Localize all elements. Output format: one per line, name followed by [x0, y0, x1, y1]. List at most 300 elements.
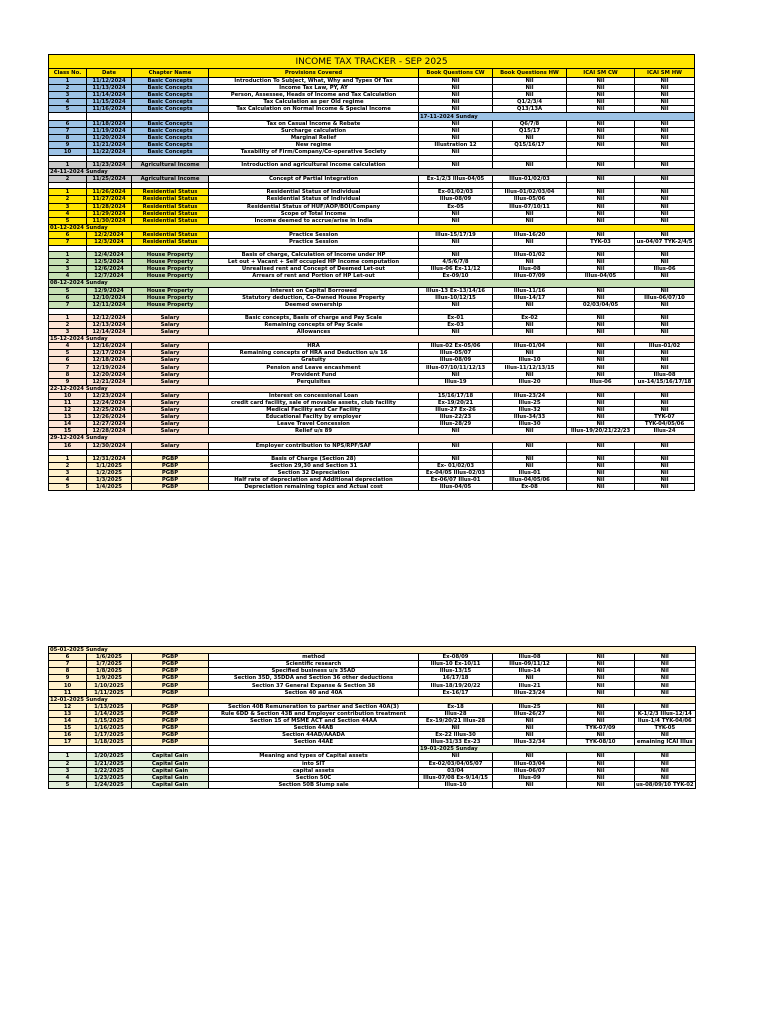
empty-cell: [132, 113, 209, 120]
book-hw-cell: Nil: [493, 238, 567, 245]
chapter-name-cell: Capital Gain: [132, 753, 209, 760]
class-no-cell: 1: [49, 162, 87, 169]
class-no-cell: 1: [49, 252, 87, 259]
provisions-cell: Employer contribution to NPS/RPF/SAF: [209, 442, 419, 449]
chapter-name-cell: Salary: [132, 357, 209, 364]
icai-cw-cell: Nil: [567, 176, 635, 183]
icai-cw-cell: Nil: [567, 371, 635, 378]
provisions-cell: Residential Status of HUF/AOP/BOI/Company: [209, 203, 419, 210]
icai-hw-cell: Nil: [635, 703, 696, 710]
class-row: [49, 483, 695, 490]
sunday-row: [49, 647, 696, 654]
date-cell: 12/27/2024: [87, 421, 132, 428]
chapter-name-cell: Salary: [132, 407, 209, 414]
sunday-label: 22-12-2024 Sunday: [49, 385, 695, 392]
icai-hw-cell: Nil: [635, 321, 695, 328]
book-hw-cell: Nil: [493, 462, 567, 469]
class-no-cell: 5: [49, 106, 87, 113]
provisions-cell: credit card facility, sale of movable assets, club facility: [209, 399, 419, 406]
class-no-cell: 1: [49, 189, 87, 196]
header-icai-sm-hw: ICAI SM HW: [635, 69, 695, 78]
book-cw-cell: Nil: [419, 162, 493, 169]
date-cell: 1/4/2025: [87, 483, 132, 490]
provisions-cell: Section 44AD/AAADA: [209, 732, 419, 739]
icai-cw-cell: Nil: [567, 421, 635, 428]
date-cell: 11/20/2024: [87, 134, 132, 141]
date-cell: 12/24/2024: [87, 399, 132, 406]
book-cw-cell: Nil: [419, 99, 493, 106]
date-cell: 1/7/2025: [87, 661, 132, 668]
sunday-row: [49, 113, 695, 120]
icai-hw-cell: Nil: [635, 314, 695, 321]
provisions-cell: Tax Calculation as per Old regime: [209, 99, 419, 106]
chapter-name-cell: Residential Status: [132, 210, 209, 217]
icai-cw-cell: Nil: [567, 654, 635, 661]
date-cell: 11/13/2024: [87, 85, 132, 92]
class-row: [49, 127, 695, 134]
provisions-cell: Medical Facility and Car Facility: [209, 407, 419, 414]
icai-cw-cell: TYK-08/10: [567, 739, 635, 746]
sunday-label: 17-11-2024 Sunday: [419, 113, 695, 120]
book-hw-cell: Ex-02: [493, 314, 567, 321]
icai-hw-cell: Nil: [635, 476, 695, 483]
icai-hw-cell: us-04/07 TYK-2/4/5: [635, 238, 695, 245]
book-cw-cell: Illus-07/08 Ex-9/14/15: [419, 774, 493, 781]
class-row: [49, 287, 695, 294]
date-cell: 12/5/2024: [87, 259, 132, 266]
date-cell: 11/29/2024: [87, 210, 132, 217]
date-cell: 11/15/2024: [87, 99, 132, 106]
chapter-name-cell: Basic Concepts: [132, 78, 209, 85]
date-cell: 12/7/2024: [87, 273, 132, 280]
class-row: [49, 371, 695, 378]
chapter-name-cell: PGBP: [132, 732, 209, 739]
book-hw-cell: Nil: [493, 371, 567, 378]
provisions-cell: Gratuity: [209, 357, 419, 364]
icai-cw-cell: Nil: [567, 483, 635, 490]
book-hw-cell: Illus-01/02/03: [493, 176, 567, 183]
class-no-cell: 9: [49, 141, 87, 148]
icai-cw-cell: Nil: [567, 196, 635, 203]
tracker-title: INCOME TAX TRACKER - SEP 2025: [49, 55, 695, 69]
class-row: [49, 407, 695, 414]
book-hw-cell: Illus-03/04: [493, 760, 567, 767]
chapter-name-cell: Salary: [132, 321, 209, 328]
chapter-name-cell: Basic Concepts: [132, 99, 209, 106]
provisions-cell: Introduction To Subject, What, Why and Types Of Tax: [209, 78, 419, 85]
book-hw-cell: Illus-25: [493, 399, 567, 406]
icai-cw-cell: Nil: [567, 668, 635, 675]
sunday-label: 12-01-2025 Sunday: [49, 696, 696, 703]
class-row: [49, 732, 696, 739]
book-cw-cell: Nil: [419, 455, 493, 462]
class-row: [49, 357, 695, 364]
chapter-name-cell: Salary: [132, 414, 209, 421]
icai-hw-cell: Nil: [635, 357, 695, 364]
icai-cw-cell: Nil: [567, 767, 635, 774]
class-row: [49, 399, 695, 406]
date-cell: 11/16/2024: [87, 106, 132, 113]
chapter-name-cell: Basic Concepts: [132, 106, 209, 113]
class-no-cell: 3: [49, 469, 87, 476]
class-no-cell: 10: [49, 148, 87, 155]
book-cw-cell: Nil: [419, 85, 493, 92]
date-cell: 12/10/2024: [87, 294, 132, 301]
book-cw-cell: Ex-01: [419, 314, 493, 321]
icai-hw-cell: Nil: [635, 399, 695, 406]
book-cw-cell: Ex-18: [419, 703, 493, 710]
book-cw-cell: Illus-13/15: [419, 668, 493, 675]
book-hw-cell: Illus-01/04: [493, 343, 567, 350]
empty-cell: [49, 113, 87, 120]
date-cell: 11/12/2024: [87, 78, 132, 85]
provisions-cell: Income Tax Law, PY, AY: [209, 85, 419, 92]
chapter-name-cell: Salary: [132, 314, 209, 321]
icai-hw-cell: Nil: [635, 675, 696, 682]
icai-hw-cell: Nil: [635, 231, 695, 238]
chapter-name-cell: Salary: [132, 350, 209, 357]
date-cell: 12/31/2024: [87, 455, 132, 462]
class-row: [49, 364, 695, 371]
icai-cw-cell: Nil: [567, 314, 635, 321]
chapter-name-cell: PGBP: [132, 462, 209, 469]
icai-cw-cell: TYK-07/09: [567, 725, 635, 732]
date-cell: 1/23/2025: [87, 774, 132, 781]
class-no-cell: 3: [49, 329, 87, 336]
book-cw-cell: Illus-06 Ex-11/12: [419, 266, 493, 273]
provisions-cell: Rule 6DD & Section 43B and Employer contribution treatment: [209, 710, 419, 717]
book-hw-cell: Nil: [493, 717, 567, 724]
class-row: [49, 92, 695, 99]
provisions-cell: Scientific research: [209, 661, 419, 668]
class-row: [49, 682, 696, 689]
book-cw-cell: Illus-27 Ex-26: [419, 407, 493, 414]
book-hw-cell: Q15/17: [493, 127, 567, 134]
class-no-cell: 16: [49, 732, 87, 739]
book-hw-cell: Nil: [493, 753, 567, 760]
icai-hw-cell: Illus-08: [635, 371, 695, 378]
book-cw-cell: Illus-07/10/11/12/13: [419, 364, 493, 371]
book-cw-cell: Illus-10 Ex-10/11: [419, 661, 493, 668]
class-no-cell: 7: [49, 301, 87, 308]
icai-cw-cell: Nil: [567, 106, 635, 113]
header-book-questions-hw: Book Questions HW: [493, 69, 567, 78]
class-no-cell: 3: [49, 767, 87, 774]
book-cw-cell: Illus-13 Ex-13/14/16: [419, 287, 493, 294]
chapter-name-cell: Capital Gain: [132, 781, 209, 788]
empty-cell: [87, 113, 132, 120]
book-hw-cell: Illus-09/11/12: [493, 661, 567, 668]
provisions-cell: New regime: [209, 141, 419, 148]
icai-hw-cell: TYK-04/05/06: [635, 421, 695, 428]
date-cell: 11/22/2024: [87, 148, 132, 155]
class-row: [49, 392, 695, 399]
header-date: Date: [87, 69, 132, 78]
icai-cw-cell: Nil: [567, 462, 635, 469]
date-cell: 1/21/2025: [87, 760, 132, 767]
icai-hw-cell: Nil: [635, 287, 695, 294]
sunday-label: 05-01-2025 Sunday: [49, 647, 696, 654]
book-cw-cell: Illus-08/09: [419, 196, 493, 203]
sunday-label: 19-01-2025 Sunday: [419, 746, 696, 753]
provisions-cell: Interest on Capital Borrowed: [209, 287, 419, 294]
date-cell: 1/6/2025: [87, 654, 132, 661]
icai-cw-cell: Nil: [567, 675, 635, 682]
class-row: [49, 689, 696, 696]
class-row: [49, 753, 696, 760]
book-hw-cell: Illus-16/20: [493, 231, 567, 238]
class-no-cell: 17: [49, 739, 87, 746]
icai-hw-cell: Nil: [635, 78, 695, 85]
date-cell: 12/23/2024: [87, 392, 132, 399]
class-row: [49, 725, 696, 732]
class-row: [49, 148, 695, 155]
provisions-cell: Depreciation remaining topics and Actual cost: [209, 483, 419, 490]
icai-cw-cell: Illus-06: [567, 378, 635, 385]
class-no-cell: 2: [49, 259, 87, 266]
book-cw-cell: Nil: [419, 329, 493, 336]
class-no-cell: 2: [49, 321, 87, 328]
icai-hw-cell: Nil: [635, 682, 696, 689]
header-provisions-covered: Provisions Covered: [209, 69, 419, 78]
chapter-name-cell: Capital Gain: [132, 774, 209, 781]
class-row: [49, 106, 695, 113]
provisions-cell: Meaning and types of Capital assets: [209, 753, 419, 760]
book-hw-cell: Illus-07/10/11: [493, 203, 567, 210]
icai-hw-cell: Nil: [635, 732, 696, 739]
provisions-cell: Residential Status of Individual: [209, 189, 419, 196]
class-row: [49, 455, 695, 462]
book-cw-cell: Nil: [419, 238, 493, 245]
class-row: [49, 462, 695, 469]
class-row: [49, 85, 695, 92]
class-no-cell: 8: [49, 371, 87, 378]
provisions-cell: Section 40B Remuneration to partner and Section 40A(3): [209, 703, 419, 710]
class-row: [49, 476, 695, 483]
class-row: [49, 238, 695, 245]
class-row: [49, 196, 695, 203]
book-hw-cell: Illus-11/12/13/15: [493, 364, 567, 371]
icai-cw-cell: Nil: [567, 92, 635, 99]
class-no-cell: 10: [49, 682, 87, 689]
class-row: [49, 421, 695, 428]
book-hw-cell: Nil: [493, 78, 567, 85]
provisions-cell: Educational Facilty by employer: [209, 414, 419, 421]
provisions-cell: Surcharge calculation: [209, 127, 419, 134]
class-row: [49, 141, 695, 148]
chapter-name-cell: Salary: [132, 364, 209, 371]
book-hw-cell: Illus-11/16: [493, 287, 567, 294]
icai-hw-cell: K-1/2/3 Illus-12/14: [635, 710, 696, 717]
chapter-name-cell: House Property: [132, 294, 209, 301]
provisions-cell: Section 44AB: [209, 725, 419, 732]
icai-cw-cell: Nil: [567, 343, 635, 350]
icai-hw-cell: us-08/09/10 TYK-02: [636, 781, 694, 788]
book-cw-cell: Ex-02/03/04/05/07: [419, 760, 493, 767]
icai-hw-cell: Nil: [635, 442, 695, 449]
date-cell: 12/28/2024: [87, 428, 132, 435]
book-cw-cell: Ex- 01/02/03: [419, 462, 493, 469]
date-cell: 1/18/2025: [87, 739, 132, 746]
icai-cw-cell: Nil: [567, 392, 635, 399]
date-cell: 12/3/2024: [87, 238, 132, 245]
class-no-cell: 5: [49, 483, 87, 490]
icai-cw-cell: Nil: [567, 210, 635, 217]
provisions-cell: Section 29,30 and Section 31: [209, 462, 419, 469]
icai-hw-cell: Nil: [635, 301, 695, 308]
empty-cell: [132, 746, 209, 753]
icai-cw-cell: Nil: [567, 141, 635, 148]
book-hw-cell: Illus-14/17: [493, 294, 567, 301]
icai-cw-cell: Nil: [567, 252, 635, 259]
book-cw-cell: Ex-19/20/21: [419, 399, 493, 406]
chapter-name-cell: Salary: [132, 428, 209, 435]
date-cell: 11/27/2024: [87, 196, 132, 203]
class-no-cell: 2: [49, 760, 87, 767]
icai-cw-cell: Nil: [567, 294, 635, 301]
icai-cw-cell: Nil: [567, 703, 635, 710]
chapter-name-cell: Basic Concepts: [132, 134, 209, 141]
icai-cw-cell: Nil: [567, 414, 635, 421]
icai-hw-cell: Nil: [635, 689, 696, 696]
icai-cw-cell: Illus-04/05: [567, 273, 635, 280]
icai-hw-cell: Nil: [635, 141, 695, 148]
provisions-cell: Deemed ownership: [209, 301, 419, 308]
icai-cw-cell: Nil: [567, 732, 635, 739]
sunday-row: [49, 224, 695, 231]
class-no-cell: 3: [49, 92, 87, 99]
provisions-cell: Tax on Casual Income & Rebate: [209, 120, 419, 127]
empty-cell: [209, 746, 419, 753]
provisions-cell: Unrealised rent and Concept of Deemed Let-out: [209, 266, 419, 273]
book-cw-cell: Ex-08/09: [419, 654, 493, 661]
date-cell: 12/4/2024: [87, 252, 132, 259]
book-hw-cell: Illus-34/33: [493, 414, 567, 421]
chapter-name-cell: PGBP: [132, 469, 209, 476]
icai-hw-cell: Nil: [635, 189, 695, 196]
class-no-cell: 7: [49, 661, 87, 668]
provisions-cell: Person, Assessee, Heads of Income and Tax Calculation: [209, 92, 419, 99]
provisions-cell: Section 15 of MSME ACT and Section 44AA: [209, 717, 419, 724]
class-row: [49, 134, 695, 141]
class-no-cell: 12: [49, 703, 87, 710]
class-row: [49, 414, 695, 421]
book-cw-cell: Illus-05/07: [419, 350, 493, 357]
class-no-cell: 1: [49, 753, 87, 760]
icai-hw-cell: Nil: [635, 127, 695, 134]
icai-hw-cell: Nil: [635, 99, 695, 106]
book-cw-cell: Nil: [419, 106, 493, 113]
date-cell: 12/6/2024: [87, 266, 132, 273]
icai-hw-cell: Nil: [635, 469, 695, 476]
chapter-name-cell: House Property: [132, 252, 209, 259]
date-cell: 12/17/2024: [87, 350, 132, 357]
book-hw-cell: Nil: [493, 162, 567, 169]
book-hw-cell: Nil: [493, 732, 567, 739]
icai-hw-cell: Nil: [635, 210, 695, 217]
book-hw-cell: Nil: [493, 259, 567, 266]
class-row: [49, 710, 696, 717]
class-row: [49, 350, 695, 357]
date-cell: 12/11/2024: [87, 301, 132, 308]
book-hw-cell: Nil: [493, 301, 567, 308]
chapter-name-cell: Salary: [132, 378, 209, 385]
book-hw-cell: Illus-32: [493, 407, 567, 414]
book-cw-cell: Ex-09/10: [419, 273, 493, 280]
class-no-cell: 14: [49, 717, 87, 724]
book-cw-cell: Nil: [419, 301, 493, 308]
chapter-name-cell: Basic Concepts: [132, 127, 209, 134]
book-cw-cell: Nil: [419, 217, 493, 224]
chapter-name-cell: House Property: [132, 287, 209, 294]
icai-hw-cell: Nil: [635, 85, 695, 92]
class-row: [49, 78, 695, 85]
chapter-name-cell: PGBP: [132, 682, 209, 689]
provisions-cell: Remaining concepts of Pay Scale: [209, 321, 419, 328]
provisions-cell: capital assets: [209, 767, 419, 774]
title-row: [49, 55, 695, 69]
class-row: [49, 442, 695, 449]
icai-hw-cell: Illus-24: [635, 428, 695, 435]
icai-cw-cell: Nil: [567, 455, 635, 462]
chapter-name-cell: House Property: [132, 266, 209, 273]
book-cw-cell: Illus-08/09: [419, 357, 493, 364]
header-class-no: Class No.: [49, 69, 87, 78]
date-cell: 1/13/2025: [87, 703, 132, 710]
book-cw-cell: Ex-1/2/3 Illus-04/05: [419, 176, 493, 183]
provisions-cell: Introduction and agricultural income calculation: [209, 162, 419, 169]
date-cell: 11/28/2024: [87, 203, 132, 210]
book-cw-cell: Illus-22/23: [419, 414, 493, 421]
book-hw-cell: Illus-05/06: [493, 196, 567, 203]
date-cell: 11/14/2024: [87, 92, 132, 99]
book-hw-cell: Illus-07/09: [493, 273, 567, 280]
class-row: [49, 231, 695, 238]
icai-hw-cell: Nil: [635, 661, 696, 668]
class-no-cell: 15: [49, 725, 87, 732]
icai-cw-cell: Nil: [567, 162, 635, 169]
date-cell: 12/21/2024: [87, 378, 132, 385]
class-row: [49, 428, 695, 435]
book-hw-cell: Q13/13A: [493, 106, 567, 113]
icai-hw-cell: Nil: [635, 668, 696, 675]
book-hw-cell: Nil: [493, 217, 567, 224]
icai-hw-cell: TYK-05: [635, 725, 696, 732]
date-cell: 11/18/2024: [87, 120, 132, 127]
icai-cw-cell: Nil: [567, 469, 635, 476]
class-no-cell: 6: [49, 294, 87, 301]
chapter-name-cell: PGBP: [132, 455, 209, 462]
chapter-name-cell: Residential Status: [132, 217, 209, 224]
provisions-cell: Concept of Partial Integration: [209, 176, 419, 183]
class-no-cell: 15: [49, 428, 87, 435]
book-hw-cell: Nil: [493, 428, 567, 435]
provisions-cell: Let out + Vacant + Self occupied HP Income computation: [209, 259, 419, 266]
book-cw-cell: Illus-19: [419, 378, 493, 385]
date-cell: 1/9/2025: [87, 675, 132, 682]
icai-hw-cell: Nil: [635, 392, 695, 399]
date-cell: 1/17/2025: [87, 732, 132, 739]
sunday-label: 29-12-2024 Sunday: [49, 435, 695, 442]
class-no-cell: 9: [49, 675, 87, 682]
icai-cw-cell: Nil: [567, 781, 635, 788]
class-no-cell: 8: [49, 668, 87, 675]
class-row: [49, 329, 695, 336]
icai-cw-cell: Nil: [567, 350, 635, 357]
sunday-row: [49, 385, 695, 392]
chapter-name-cell: PGBP: [132, 710, 209, 717]
book-cw-cell: Ex-05: [419, 203, 493, 210]
